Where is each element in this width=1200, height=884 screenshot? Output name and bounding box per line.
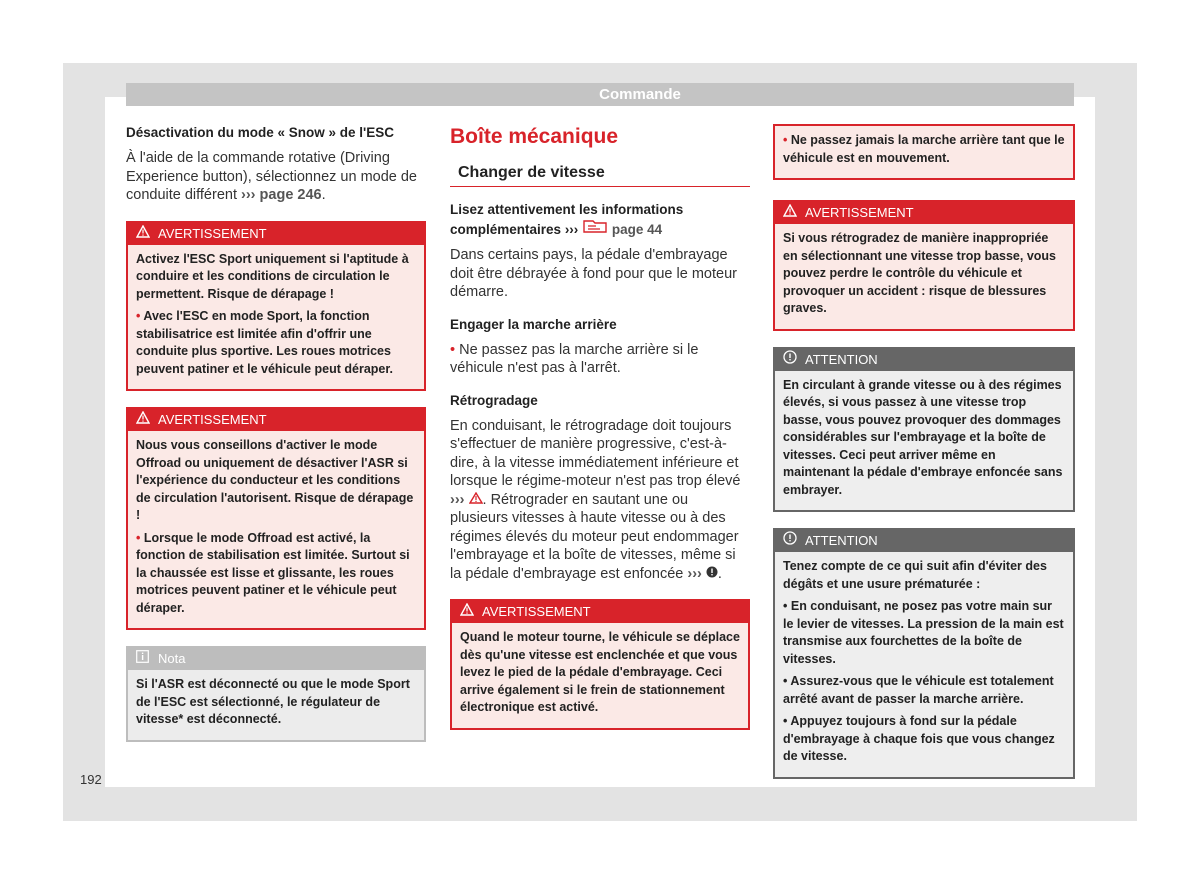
page-reference-link[interactable]: page 246 <box>259 187 322 203</box>
bullet-icon: • <box>783 133 791 147</box>
warning-box-downshift <box>773 200 1075 331</box>
warning-box-esc-sport <box>126 221 426 392</box>
bullet-icon: • <box>783 714 791 728</box>
attention-bullet: • Assurez-vous que le véhicule est totalement arrêté avant de passer la marche arrière. <box>783 674 1054 706</box>
bullet-icon: • <box>450 341 460 358</box>
attention-bullet: • Appuyez toujours à fond sur la pédale d'embrayage à chaque fois que vous changez de vitesse. <box>783 714 1055 763</box>
arrow-icon: ››› <box>687 565 702 582</box>
warning-title: AVERTISSEMENT <box>805 205 914 220</box>
warning-triangle-icon <box>136 223 158 245</box>
arrow-icon: ››› <box>241 187 256 203</box>
page-number: 192 <box>80 772 102 787</box>
attention-box-high-speed <box>773 347 1075 513</box>
read-info-heading: Lisez attentivement les informations complémentaires ››› page 44 <box>450 202 684 237</box>
warning-title: AVERTISSEMENT <box>158 412 267 427</box>
reverse-text: • Ne passez pas la marche arrière si le véhicule n'est pas à l'arrêt. <box>450 341 699 376</box>
attention-bullet: • En conduisant, ne posez pas votre main sur le levier de vitesses. La pression de la main est transmise aux fourchettes de la boîte de vitesses. <box>783 599 1064 666</box>
section-header: Commande <box>126 83 1074 106</box>
page-reference-link[interactable]: page 44 <box>611 222 663 237</box>
column-middle <box>450 124 750 746</box>
bullet-icon: • <box>136 309 144 323</box>
book-reference-icon <box>582 218 608 238</box>
snow-mode-heading: Désactivation du mode « Snow » de l'ESC <box>126 125 395 140</box>
attention-text: Tenez compte de ce qui suit afin d'éviter des dégâts et une usure prématurée : <box>783 559 1047 591</box>
warning-text: Quand le moteur tourne, le véhicule se déplace dès qu'une vitesse est enclenchée et que vous levez le pied de la pédale d'embrayage. Ceci arrive également si le frein de stationnement électronique est activé. <box>460 630 740 714</box>
warning-title: AVERTISSEMENT <box>158 225 267 241</box>
note-title: Nota <box>158 651 186 666</box>
warning-triangle-icon <box>460 601 482 623</box>
subsection-title: Changer de vitesse <box>450 162 750 187</box>
attention-text: En circulant à grande vitesse ou à des régimes élevés, si vous passez à une vitesse trop basse, vous pouvez provoquer des dommages considérables sur l'embrayage et la boîte de vitesses. Ceci peut arriver même en maintenant la pédale d'embraye enfoncée sans embrayer. <box>783 377 1063 497</box>
arrow-icon: ››› <box>564 222 579 237</box>
bullet-icon: • <box>136 530 144 545</box>
warning-text: Nous vous conseillons d'activer le mode Offroad ou uniquement de désactiver l'ASR si l'expérience du conducteur et les conditions de circulation l'autorisent. Risque de dérapage ! <box>136 438 414 522</box>
bullet-icon: • <box>783 674 791 688</box>
warning-triangle-icon <box>783 202 805 224</box>
column-right <box>773 124 1075 795</box>
warning-text: Activez l'ESC Sport uniquement si l'aptitude à conduire et les conditions de circulation le permettent. Risque de dérapage ! <box>136 251 409 301</box>
warning-bullet: • Ne passez jamais la marche arrière tant que le véhicule est en mouvement. <box>783 133 1065 165</box>
note-box <box>126 646 426 742</box>
warning-text: Si vous rétrogradez de manière inappropriée en sélectionnant une vitesse trop basse, vous pouvez perdre le contrôle du véhicule et provoquer un accident : risque de blessures graves. <box>783 231 1057 315</box>
bullet-icon: • <box>783 599 791 613</box>
downshift-heading: Rétrogradage <box>450 392 538 408</box>
warning-bullet: • Lorsque le mode Offroad est activé, la fonction de stabilisation est limitée. Surtout si la chaussée est lisse et glissante, les roues motrices peuvent patiner et le véhicule peut déraper. <box>136 530 410 615</box>
snow-mode-text: À l'aide de la commande rotative (Driving Experience button), sélectionnez un mode de conduite différent ››› page 246. <box>126 150 417 203</box>
warning-title: AVERTISSEMENT <box>482 604 591 619</box>
caution-circle-icon <box>783 530 805 552</box>
warning-box-offroad <box>126 407 426 630</box>
reverse-heading: Engager la marche arrière <box>450 316 617 332</box>
warning-box-continued <box>773 124 1075 180</box>
caution-circle-icon <box>706 565 718 584</box>
warning-box-engine <box>450 599 750 730</box>
warning-bullet: • Avec l'ESC en mode Sport, la fonction stabilisatrice est limitée afin d'offrir une conduite plus sportive. Les roues motrices peuvent patiner et le véhicule peut déraper. <box>136 309 394 376</box>
caution-circle-icon <box>783 349 805 371</box>
downshift-text: En conduisant, le rétrogradage doit toujours s'effectuer de manière progressive, c'est-à-dire, à la vitesse immédiatement inférieure et lorsque le régime-moteur n'est pas trop élevé ››› . Rétrograder en sautant une ou plusieurs vitesses à haute vitesse ou à des régimes élevés du moteur peut endommager l'embrayage et la boîte de vitesses, même si la pédale d'embrayage est enfoncée ››› . <box>450 417 741 582</box>
warning-triangle-icon <box>469 491 483 510</box>
warning-triangle-icon <box>136 409 158 431</box>
attention-title: ATTENTION <box>805 533 878 548</box>
attention-box-wear <box>773 528 1075 779</box>
arrow-icon: ››› <box>450 491 465 508</box>
column-left <box>126 124 426 758</box>
note-text: Si l'ASR est déconnecté ou que le mode Sport de l'ESC est sélectionné, le régulateur de vitesse* est déconnecté. <box>136 677 410 726</box>
clutch-text: Dans certains pays, la pédale d'embrayage doit être débrayée à fond pour que le moteur démarre. <box>450 247 737 300</box>
attention-title: ATTENTION <box>805 351 878 367</box>
section-title: Boîte mécanique <box>450 125 619 148</box>
info-icon <box>136 648 158 670</box>
